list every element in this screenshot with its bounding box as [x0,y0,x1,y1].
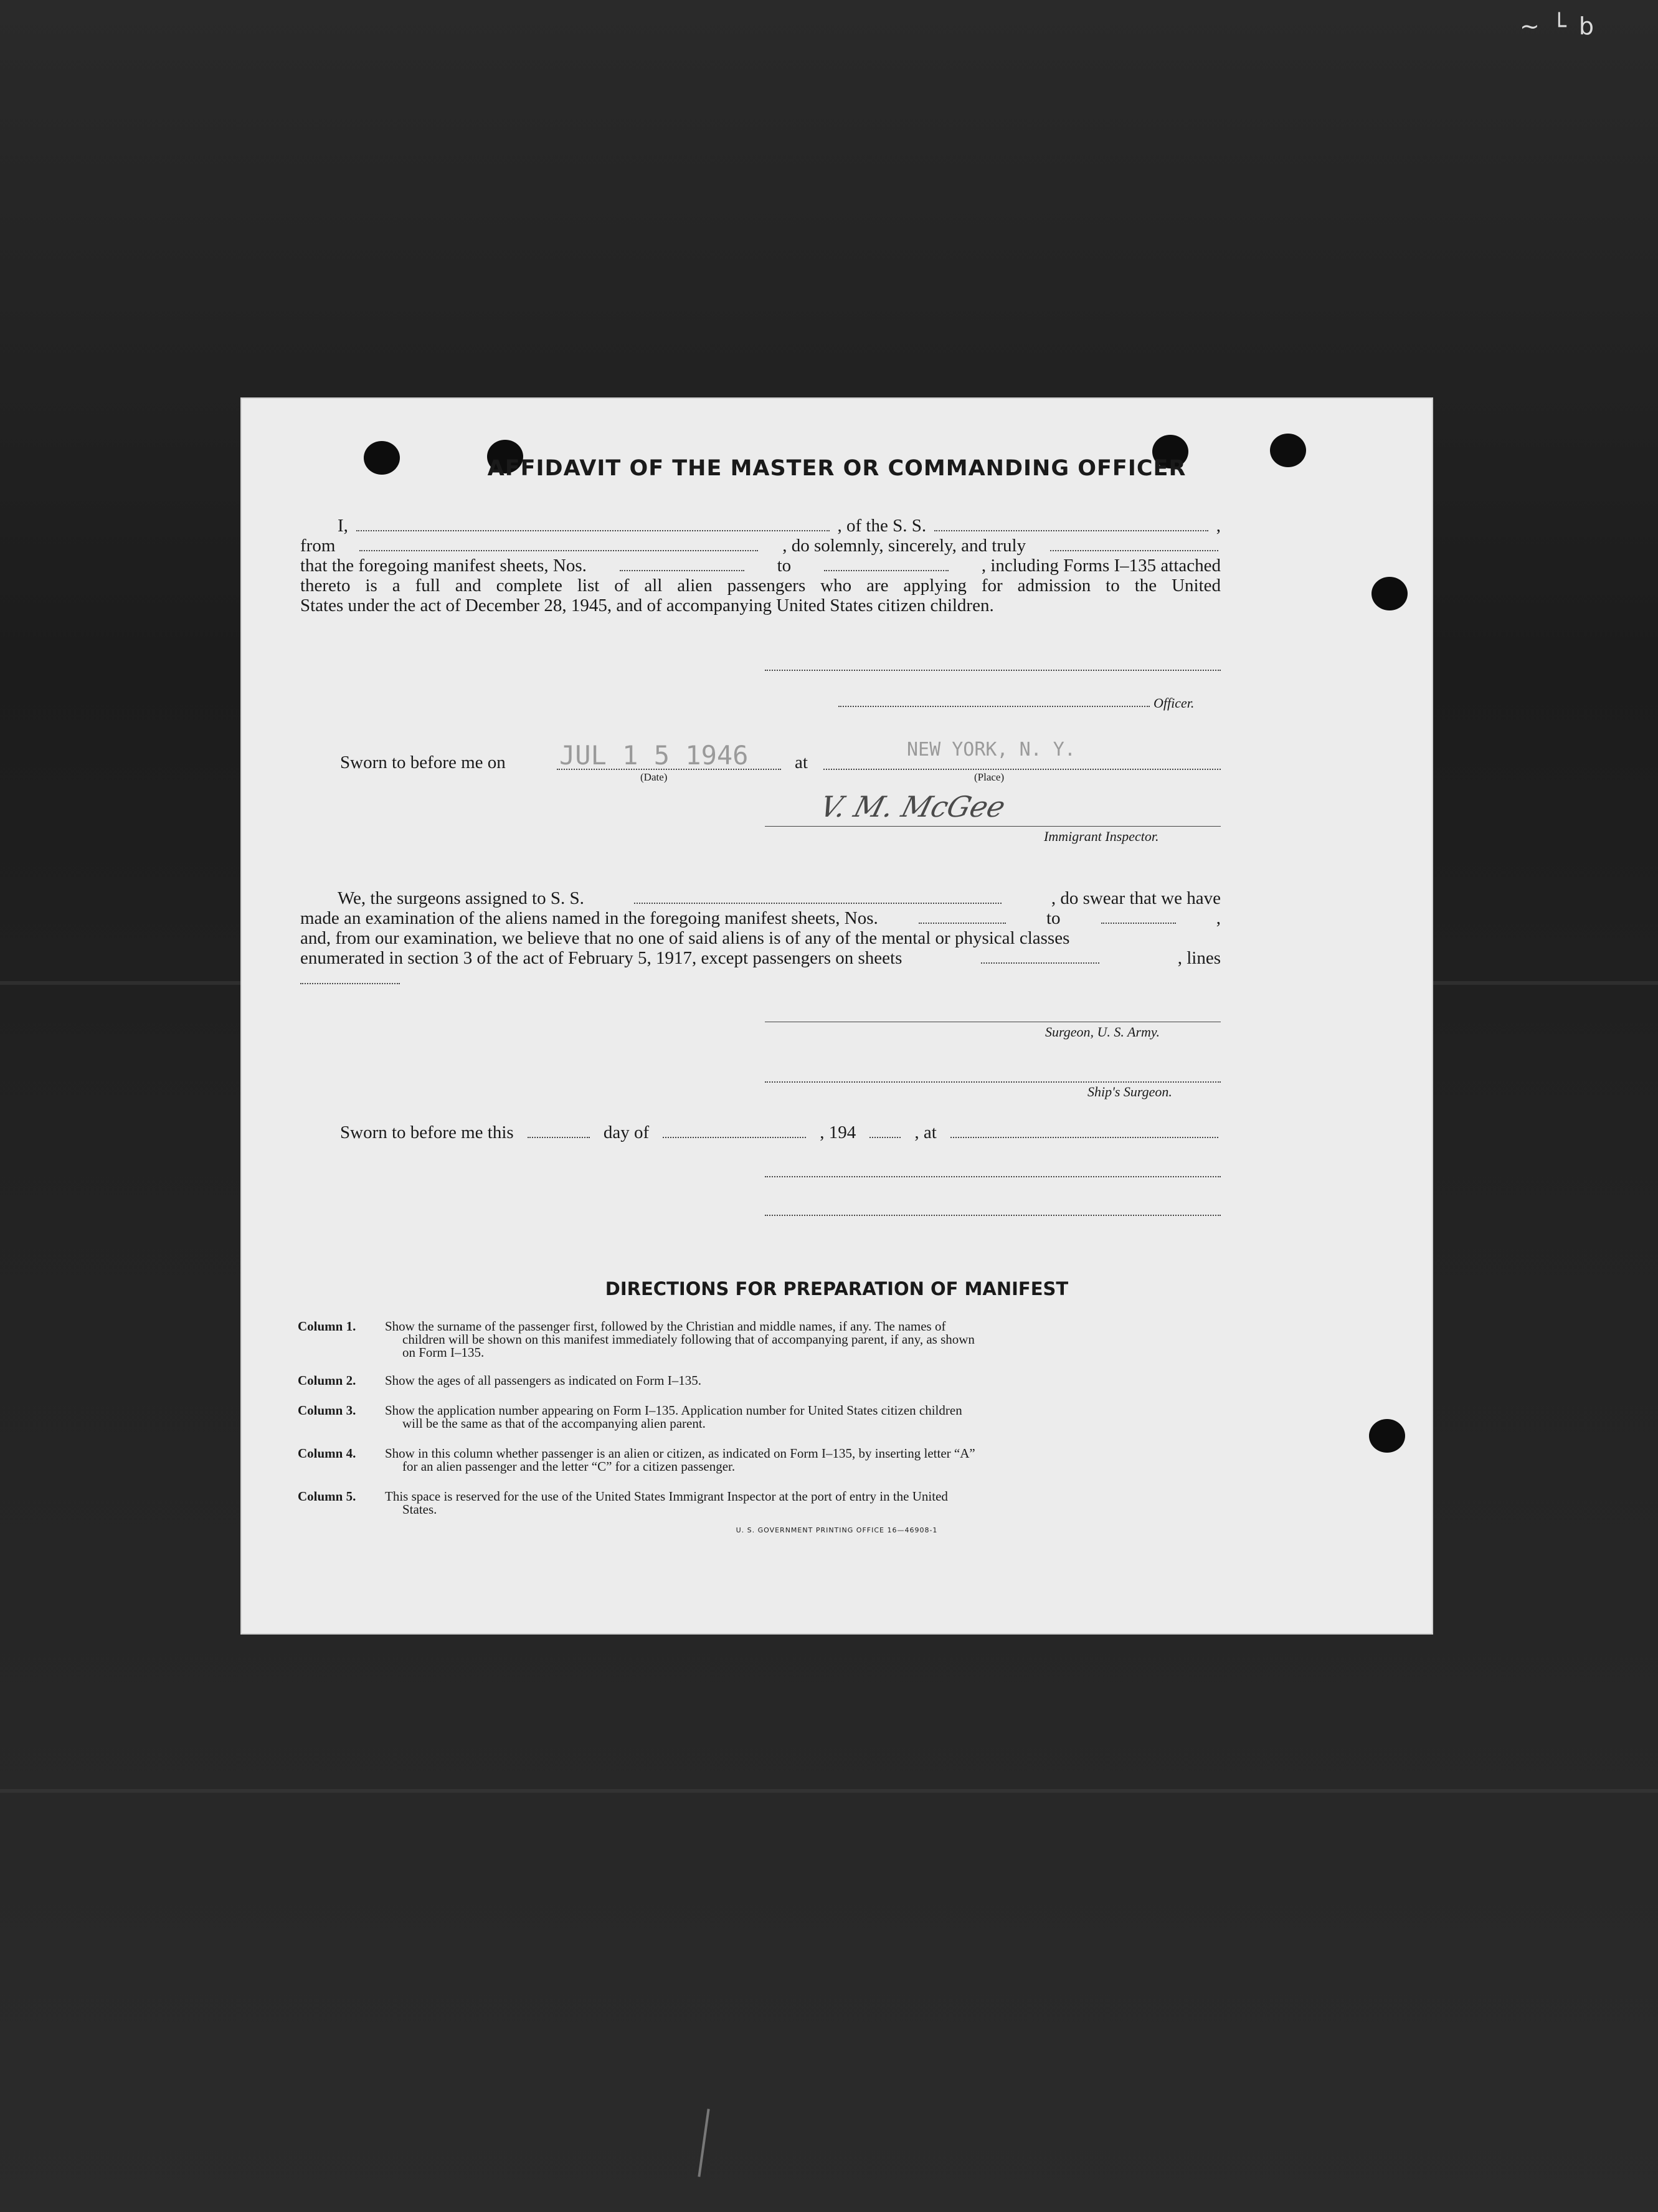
date-stamp: JUL 1 5 1946 [559,740,749,771]
truly-blank [1050,549,1218,551]
surgeons-text: , lines [1177,948,1221,968]
sworn-text: Sworn to before me on [340,752,506,772]
surgeons-text: and, from our examination, we believe that no one of said aliens is of any of the mental or physical classes [300,928,1070,948]
affidavit-text: , [1216,516,1221,536]
affidavit-text: , of the S. S. [837,516,927,536]
affidavit-text: from [300,536,336,556]
signature-line [765,670,1221,671]
affidavit-text: , do solemnly, sincerely, and truly [782,536,1026,556]
affidavit-text: States under the act of December 28, 1945, and of accompanying United States citizen children. [300,596,994,615]
direction-label: Column 5. [298,1489,356,1504]
inspector-signature: V. M. McGee [816,790,1010,824]
date-caption: (Date) [640,771,668,783]
surgeon-sheet-from-blank [919,922,1006,924]
month-blank [663,1136,806,1138]
affidavit-text: to [777,556,792,576]
army-surgeon-caption: Surgeon, U. S. Army. [1045,1024,1160,1040]
direction-text: for an alien passenger and the letter “C” for a citizen passenger. [402,1459,736,1474]
punch-hole [1371,577,1408,610]
direction-label: Column 4. [298,1446,356,1461]
day-blank [528,1136,590,1138]
place-caption: (Place) [974,771,1005,783]
officer-caption: Officer. [1153,695,1195,711]
surgeon-ship-blank [634,902,1002,904]
surgeons-text: , do swear that we have [1051,888,1221,908]
affidavit-text: that the foregoing manifest sheets, Nos. [300,556,587,576]
direction-text: Show in this column whether passenger is an alien or citizen, as indicated on Form I–135, by inserting letter “A” [385,1446,975,1461]
direction-label: Column 3. [298,1403,356,1418]
direction-text: will be the same as that of the accompanying alien parent. [402,1416,706,1431]
affidavit-text: I, [338,516,348,536]
surgeons-paragraph [300,888,1221,968]
surgeons-sworn-text: , 194 [820,1123,856,1142]
place-blank [823,769,1221,770]
affidavit-title: AFFIDAVIT OF THE MASTER OR COMMANDING OFFICER [487,456,1187,481]
direction-text: Show the ages of all passengers as indicated on Form I–135. [385,1373,701,1388]
form-page [240,397,1433,1635]
name-blank [356,529,830,531]
surgeons-sworn-line [340,1123,1221,1142]
direction-text: States. [402,1502,437,1517]
from-blank [359,549,758,551]
affidavit-text: , including Forms I–135 attached [981,556,1221,576]
year-blank [869,1136,901,1138]
surgeons-text: made an examination of the aliens named in the foregoing manifest sheets, Nos. [300,908,878,928]
surgeons-sworn-text: , at [914,1123,937,1142]
sheet-from-blank [620,569,744,571]
place-stamp: NEW YORK, N. Y. [907,739,1076,761]
lines-blank [300,983,400,984]
directions-title: DIRECTIONS FOR PREPARATION OF MANIFEST [605,1278,1069,1299]
printing-office-footer: U. S. GOVERNMENT PRINTING OFFICE 16—46908-1 [736,1526,938,1534]
direction-text: This space is reserved for the use of the United States Immigrant Inspector at the port of entry in the United [385,1489,948,1504]
surgeons-text: , [1216,908,1221,928]
surgeons-sworn-text: day of [603,1123,650,1142]
direction-text: Show the application number appearing on Form I–135. Application number for United States citizen children [385,1403,962,1418]
scan-artifact [0,1789,1658,1793]
direction-text: Show the surname of the passenger first, followed by the Christian and middle names, if any. The names of [385,1319,946,1334]
surgeon-sheet-to-blank [1101,922,1176,924]
direction-text: on Form I–135. [402,1345,485,1360]
affidavit-text: thereto is a full and complete list of all alien passengers who are applying for admission to the United [300,576,1221,596]
ship-surgeon-caption: Ship's Surgeon. [1087,1084,1172,1099]
affidavit-paragraph [300,516,1221,615]
official-title-line [765,1215,1221,1216]
direction-text: children will be shown on this manifest immediately following that of accompanying parent, if any, as shown [402,1332,975,1347]
corner-mark: ~ └ b [1520,12,1596,40]
surgeons-sworn-text: Sworn to before me this [340,1123,514,1142]
ship-blank [934,529,1208,531]
surgeons-text: enumerated in section 3 of the act of February 5, 1917, except passengers on sheets [300,948,902,968]
officer-signature-line [838,706,1150,707]
direction-label: Column 1. [298,1319,356,1334]
ship-surgeon-line [765,1081,1221,1083]
surgeons-text: to [1046,908,1061,928]
sheet-to-blank [824,569,949,571]
surgeons-text: We, the surgeons assigned to S. S. [338,888,584,908]
punch-hole [1369,1419,1405,1453]
sworn-place-blank [950,1136,1218,1138]
official-signature-line [765,1176,1221,1177]
direction-label: Column 2. [298,1373,356,1388]
sworn-at-text: at [795,752,808,772]
inspector-signature-line [765,826,1221,827]
sheets-blank [981,962,1099,964]
inspector-caption: Immigrant Inspector. [1044,828,1159,844]
